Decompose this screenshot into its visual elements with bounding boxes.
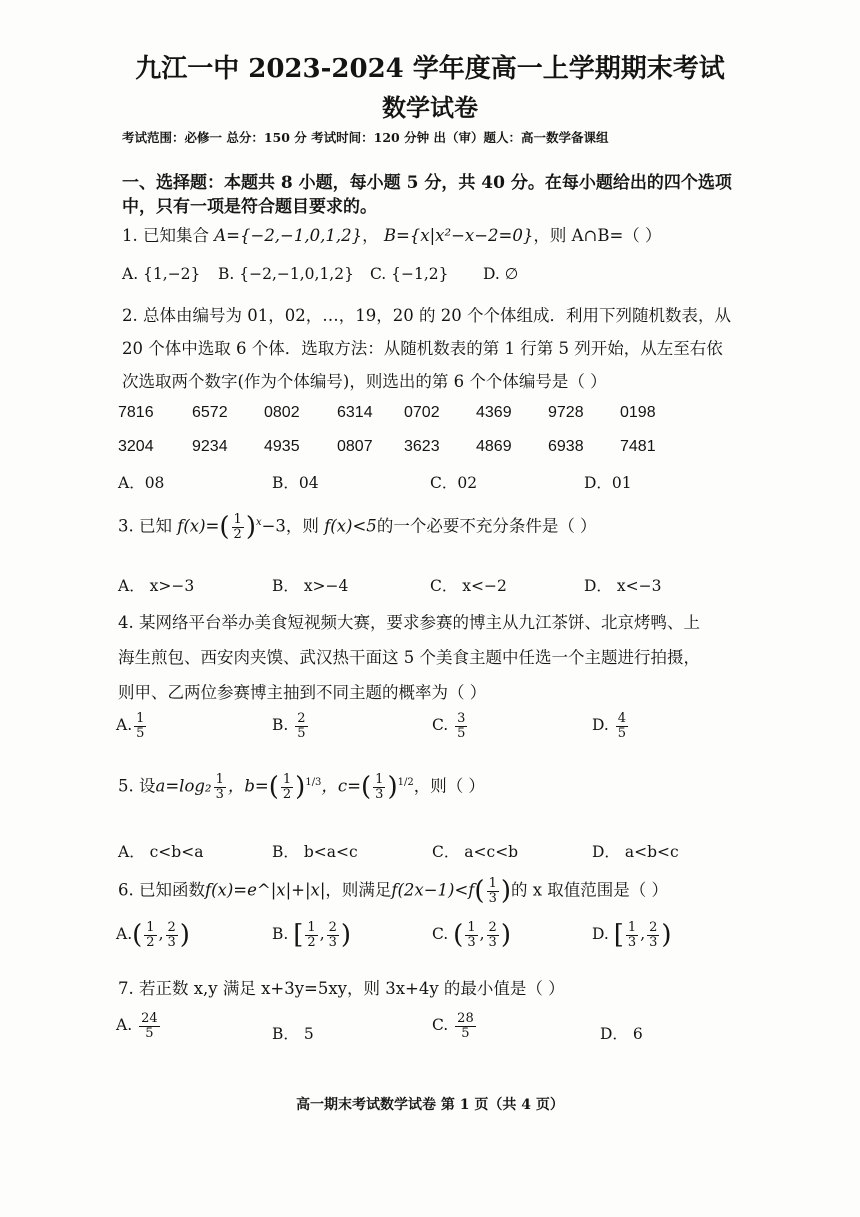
table-cell: 7816 xyxy=(118,404,154,421)
q3-option-b[interactable]: B． x>−4 xyxy=(272,577,349,595)
q6-option-a[interactable]: A.( $\frac{1}{2}$ , $\frac{2}{3}$ ) xyxy=(116,919,190,950)
exam-title: 九江一中 2023-2024 学年度高一上学期期末考试 xyxy=(135,54,725,84)
q4-text-line3: 则甲、乙两位参赛博主抽到不同主题的概率为（ ） xyxy=(118,683,487,702)
question-3: 3. 已知 f(x)=( $\frac{1}{2}$ )$^x$−3，则 f(x)<5的一个必要不充分条件是（ ） xyxy=(118,511,597,542)
exam-meta: 考试范围：必修一 总分：150 分 考试时间：120 分钟 出（审）题人：高一数学备课组 xyxy=(122,130,609,145)
q2-text-line2: 20 个体中选取 6 个体．选取方法：从随机数表的第 1 行第 5 列开始，从左至右依 xyxy=(122,339,723,358)
q3-option-c[interactable]: C． x<−2 xyxy=(430,577,507,595)
q1-option-a[interactable]: A. {1,−2} xyxy=(122,265,201,283)
q7-option-a[interactable]: A. $\frac{24}{5}$ xyxy=(116,1011,158,1041)
table-cell: 3204 xyxy=(118,438,154,455)
q5-option-a[interactable]: A． c<b<a xyxy=(118,843,204,861)
section-heading-line1: 一、选择题：本题共 8 小题，每小题 5 分，共 40 分。在每小题给出的四个选项 xyxy=(122,173,732,193)
table-cell: 3623 xyxy=(404,438,440,455)
table-cell: 7481 xyxy=(620,438,656,455)
table-cell: 0807 xyxy=(337,438,373,455)
table-cell: 9728 xyxy=(548,404,584,421)
q2-option-b[interactable]: B．04 xyxy=(272,474,319,492)
question-6: 6. 已知函数f(x)=e^|x|+|x|，则满足f(2x−1)<f( $\frac{1}{3}$ )的 x 取值范围是（ ） xyxy=(118,875,669,906)
q7-option-d[interactable]: D． 6 xyxy=(600,1025,643,1043)
q6-option-b[interactable]: B. [ $\frac{1}{2}$ , $\frac{2}{3}$ ) xyxy=(272,919,352,950)
table-cell: 4869 xyxy=(476,438,512,455)
page-footer: 高一期末考试数学试卷 第 1 页（共 4 页） xyxy=(296,1097,564,1113)
table-cell: 0198 xyxy=(620,404,656,421)
q2-option-d[interactable]: D．01 xyxy=(584,474,632,492)
question-5: 5. 设a=log₂ $\frac{1}{3}$ ，b=( $\frac{1}{2}$ )$^{1/3}$，c=( $\frac{1}{3}$ )$^{1/2}$，则（ ） xyxy=(118,771,485,802)
q4-option-c[interactable]: C. $\frac{3}{5}$ xyxy=(432,711,466,741)
table-cell: 4369 xyxy=(476,404,512,421)
q6-option-d[interactable]: D. [ $\frac{1}{3}$ , $\frac{2}{3}$ ) xyxy=(592,919,672,950)
q1-option-b[interactable]: B. {−2,−1,0,1,2} xyxy=(218,265,354,283)
question-1: 1. 已知集合 A={−2,−1,0,1,2}， B={x|x²−x−2=0}，则 A∩B=（ ） xyxy=(122,226,662,245)
q6-option-c[interactable]: C. ( $\frac{1}{3}$ , $\frac{2}{3}$ ) xyxy=(432,919,511,950)
table-cell: 6572 xyxy=(192,404,228,421)
q5-option-c[interactable]: C． a<c<b xyxy=(432,843,519,861)
q4-option-b[interactable]: B. $\frac{2}{5}$ xyxy=(272,711,306,741)
q4-option-d[interactable]: D. $\frac{4}{5}$ xyxy=(592,711,627,741)
table-cell: 9234 xyxy=(192,438,228,455)
q4-text-line2: 海生煎包、西安肉夹馍、武汉热干面这 5 个美食主题中任选一个主题进行拍摄， xyxy=(118,648,700,667)
exam-subtitle: 数学试卷 xyxy=(382,93,478,122)
q2-option-a[interactable]: A．08 xyxy=(118,474,165,492)
table-cell: 0802 xyxy=(264,404,300,421)
q3-option-d[interactable]: D． x<−3 xyxy=(584,577,662,595)
q1-option-c[interactable]: C. {−1,2} xyxy=(370,265,449,283)
q5-option-d[interactable]: D． a<b<c xyxy=(592,843,679,861)
q2-option-c[interactable]: C．02 xyxy=(430,474,478,492)
section-heading-line2: 中，只有一项是符合题目要求的。 xyxy=(122,197,377,217)
q5-option-b[interactable]: B． b<a<c xyxy=(272,843,358,861)
table-cell: 6314 xyxy=(337,404,373,421)
q3-option-a[interactable]: A． x>−3 xyxy=(118,577,195,595)
table-cell: 6938 xyxy=(548,438,584,455)
table-cell: 0702 xyxy=(404,404,440,421)
q4-option-a[interactable]: A. $\frac{1}{5}$ xyxy=(116,711,145,741)
table-cell: 4935 xyxy=(264,438,300,455)
q2-text-line1: 2. 总体由编号为 01，02，…，19，20 的 20 个个体组成．利用下列随机数表，从 xyxy=(122,306,731,325)
q1-option-d[interactable]: D. ∅ xyxy=(483,265,519,283)
q7-option-b[interactable]: B． 5 xyxy=(272,1025,314,1043)
q4-text-line1: 4. 某网络平台举办美食短视频大赛，要求参赛的博主从九江茶饼、北京烤鸭、上 xyxy=(118,613,700,632)
q2-text-line3: 次选取两个数字(作为个体编号)，则选出的第 6 个个体编号是（ ） xyxy=(122,372,607,391)
q7-option-c[interactable]: C. $\frac{28}{5}$ xyxy=(432,1011,474,1041)
question-7: 7. 若正数 x,y 满足 x+3y=5xy，则 3x+4y 的最小值是（ ） xyxy=(118,979,565,998)
